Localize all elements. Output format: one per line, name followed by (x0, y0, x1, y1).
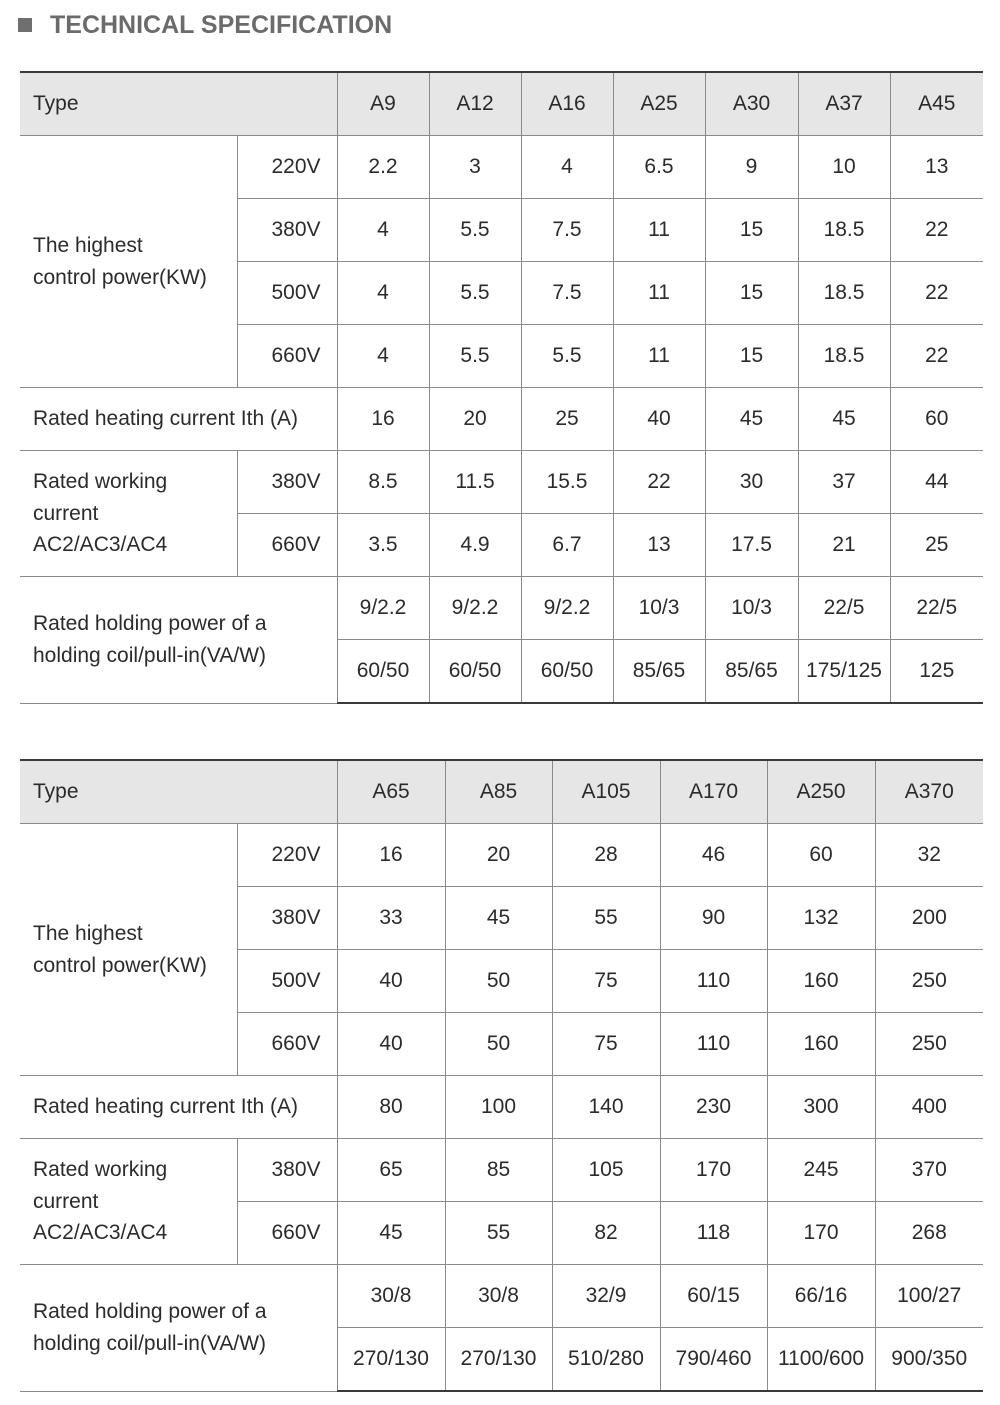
value-cell: 85/65 (613, 640, 705, 704)
value-cell: 15 (705, 262, 798, 325)
holding-label (20, 1265, 337, 1392)
model-header: A65 (337, 760, 445, 824)
value-cell: 66/16 (767, 1265, 875, 1328)
value-cell: 40 (337, 950, 445, 1013)
value-cell: 45 (337, 1202, 445, 1265)
value-cell: 75 (552, 950, 660, 1013)
value-cell: 400 (875, 1076, 983, 1139)
voltage-cell: 660V (237, 514, 337, 577)
value-cell: 18.5 (798, 199, 890, 262)
value-cell: 30/8 (337, 1265, 445, 1328)
value-cell: 100 (445, 1076, 552, 1139)
value-cell: 4 (337, 262, 429, 325)
value-cell: 17.5 (705, 514, 798, 577)
table-row (20, 136, 983, 199)
value-cell: 9/2.2 (429, 577, 521, 640)
voltage-cell: 380V (237, 451, 337, 514)
spec-table-1 (20, 71, 983, 704)
value-cell: 118 (660, 1202, 767, 1265)
value-cell: 60/50 (429, 640, 521, 704)
value-cell: 370 (875, 1139, 983, 1202)
value-cell: 50 (445, 950, 552, 1013)
value-cell: 170 (660, 1139, 767, 1202)
value-cell: 110 (660, 950, 767, 1013)
value-cell: 18.5 (798, 262, 890, 325)
value-cell: 45 (798, 388, 890, 451)
value-cell: 13 (890, 136, 983, 199)
value-cell: 60 (767, 824, 875, 887)
value-cell: 230 (660, 1076, 767, 1139)
label-line: Rated working (33, 1158, 168, 1182)
value-cell: 32 (875, 824, 983, 887)
table-row (20, 388, 983, 451)
value-cell: 22 (890, 325, 983, 388)
table-row (20, 451, 983, 514)
voltage-cell: 660V (237, 325, 337, 388)
power-label (20, 136, 237, 388)
value-cell: 60/50 (337, 640, 429, 704)
model-header: A105 (552, 760, 660, 824)
value-cell: 9/2.2 (337, 577, 429, 640)
value-cell: 250 (875, 950, 983, 1013)
value-cell: 13 (613, 514, 705, 577)
value-cell: 85/65 (705, 640, 798, 704)
table-row (20, 824, 983, 887)
spec-table-2 (20, 759, 983, 1392)
value-cell: 132 (767, 887, 875, 950)
value-cell: 6.5 (613, 136, 705, 199)
value-cell: 44 (890, 451, 983, 514)
label-line: current (33, 1189, 99, 1213)
value-cell: 5.5 (521, 325, 613, 388)
label-line: Rated holding power of a (33, 612, 267, 636)
value-cell: 15 (705, 199, 798, 262)
model-header: A45 (890, 72, 983, 136)
label-line: The highest (33, 234, 143, 257)
value-cell: 40 (337, 1013, 445, 1076)
model-header: A170 (660, 760, 767, 824)
value-cell: 21 (798, 514, 890, 577)
value-cell: 300 (767, 1076, 875, 1139)
model-header: A25 (613, 72, 705, 136)
model-header: A250 (767, 760, 875, 824)
value-cell: 30/8 (445, 1265, 552, 1328)
table-row (20, 1139, 983, 1202)
model-header: A12 (429, 72, 521, 136)
value-cell: 55 (445, 1202, 552, 1265)
value-cell: 125 (890, 640, 983, 704)
value-cell: 25 (890, 514, 983, 577)
value-cell: 200 (875, 887, 983, 950)
value-cell: 75 (552, 1013, 660, 1076)
value-cell: 22 (890, 262, 983, 325)
label-line: current (33, 501, 99, 525)
value-cell: 85 (445, 1139, 552, 1202)
value-cell: 10 (798, 136, 890, 199)
value-cell: 30 (705, 451, 798, 514)
value-cell: 900/350 (875, 1328, 983, 1392)
value-cell: 11 (613, 199, 705, 262)
label-line: control power(KW) (33, 265, 207, 289)
value-cell: 55 (552, 887, 660, 950)
value-cell: 60 (890, 388, 983, 451)
value-cell: 9 (705, 136, 798, 199)
voltage-cell: 220V (237, 136, 337, 199)
value-cell: 32/9 (552, 1265, 660, 1328)
value-cell: 5.5 (429, 262, 521, 325)
value-cell: 50 (445, 1013, 552, 1076)
value-cell: 18.5 (798, 325, 890, 388)
type-header: Type (20, 72, 337, 136)
value-cell: 6.7 (521, 514, 613, 577)
square-bullet-icon (18, 18, 32, 32)
value-cell: 790/460 (660, 1328, 767, 1392)
value-cell: 3.5 (337, 514, 429, 577)
power-label (20, 824, 237, 1076)
voltage-cell: 380V (237, 1139, 337, 1202)
value-cell: 2.2 (337, 136, 429, 199)
value-cell: 46 (660, 824, 767, 887)
model-header: A37 (798, 72, 890, 136)
value-cell: 8.5 (337, 451, 429, 514)
value-cell: 20 (445, 824, 552, 887)
model-header: A30 (705, 72, 798, 136)
heating-label: Rated heating current Ith (A) (20, 1076, 337, 1139)
value-cell: 60/15 (660, 1265, 767, 1328)
value-cell: 60/50 (521, 640, 613, 704)
voltage-cell: 660V (237, 1013, 337, 1076)
value-cell: 4 (521, 136, 613, 199)
value-cell: 270/130 (445, 1328, 552, 1392)
label-line: Rated working (33, 470, 168, 494)
value-cell: 105 (552, 1139, 660, 1202)
value-cell: 11 (613, 325, 705, 388)
value-cell: 16 (337, 388, 429, 451)
value-cell: 20 (429, 388, 521, 451)
section-title: TECHNICAL SPECIFICATION (50, 10, 393, 39)
working-label (20, 451, 237, 577)
label-line: holding coil/pull-in(VA/W) (33, 1331, 267, 1355)
model-header: A370 (875, 760, 983, 824)
type-header: Type (20, 760, 337, 824)
heating-label: Rated heating current Ith (A) (20, 388, 337, 451)
voltage-cell: 500V (237, 950, 337, 1013)
value-cell: 45 (445, 887, 552, 950)
value-cell: 140 (552, 1076, 660, 1139)
value-cell: 4.9 (429, 514, 521, 577)
table-row (20, 1076, 983, 1139)
value-cell: 22 (613, 451, 705, 514)
value-cell: 22/5 (890, 577, 983, 640)
value-cell: 270/130 (337, 1328, 445, 1392)
value-cell: 11.5 (429, 451, 521, 514)
value-cell: 22 (890, 199, 983, 262)
value-cell: 65 (337, 1139, 445, 1202)
model-header: A85 (445, 760, 552, 824)
working-label (20, 1139, 237, 1265)
value-cell: 175/125 (798, 640, 890, 704)
value-cell: 80 (337, 1076, 445, 1139)
value-cell: 5.5 (429, 325, 521, 388)
value-cell: 510/280 (552, 1328, 660, 1392)
voltage-cell: 220V (237, 824, 337, 887)
voltage-cell: 660V (237, 1202, 337, 1265)
label-line: holding coil/pull-in(VA/W) (33, 643, 267, 667)
value-cell: 28 (552, 824, 660, 887)
value-cell: 10/3 (613, 577, 705, 640)
value-cell: 37 (798, 451, 890, 514)
value-cell: 15.5 (521, 451, 613, 514)
value-cell: 110 (660, 1013, 767, 1076)
value-cell: 25 (521, 388, 613, 451)
value-cell: 4 (337, 325, 429, 388)
value-cell: 170 (767, 1202, 875, 1265)
value-cell: 5.5 (429, 199, 521, 262)
model-header: A16 (521, 72, 613, 136)
model-header: A9 (337, 72, 429, 136)
label-line: control power(KW) (33, 953, 207, 977)
value-cell: 250 (875, 1013, 983, 1076)
label-line: AC2/AC3/AC4 (33, 533, 168, 557)
value-cell: 16 (337, 824, 445, 887)
value-cell: 40 (613, 388, 705, 451)
value-cell: 4 (337, 199, 429, 262)
value-cell: 33 (337, 887, 445, 950)
value-cell: 1100/600 (767, 1328, 875, 1392)
value-cell: 245 (767, 1139, 875, 1202)
section-heading (18, 9, 392, 41)
value-cell: 100/27 (875, 1265, 983, 1328)
voltage-cell: 380V (237, 199, 337, 262)
value-cell: 9/2.2 (521, 577, 613, 640)
value-cell: 268 (875, 1202, 983, 1265)
voltage-cell: 380V (237, 887, 337, 950)
value-cell: 45 (705, 388, 798, 451)
header-row (20, 760, 983, 824)
value-cell: 3 (429, 136, 521, 199)
value-cell: 82 (552, 1202, 660, 1265)
value-cell: 15 (705, 325, 798, 388)
header-row (20, 72, 983, 136)
table-row (20, 577, 983, 640)
value-cell: 22/5 (798, 577, 890, 640)
value-cell: 7.5 (521, 199, 613, 262)
value-cell: 11 (613, 262, 705, 325)
value-cell: 160 (767, 950, 875, 1013)
label-line: The highest (33, 922, 143, 945)
value-cell: 10/3 (705, 577, 798, 640)
holding-label (20, 577, 337, 704)
value-cell: 90 (660, 887, 767, 950)
value-cell: 7.5 (521, 262, 613, 325)
label-line: Rated holding power of a (33, 1300, 267, 1324)
table-row (20, 1265, 983, 1328)
voltage-cell: 500V (237, 262, 337, 325)
label-line: AC2/AC3/AC4 (33, 1221, 168, 1245)
value-cell: 160 (767, 1013, 875, 1076)
